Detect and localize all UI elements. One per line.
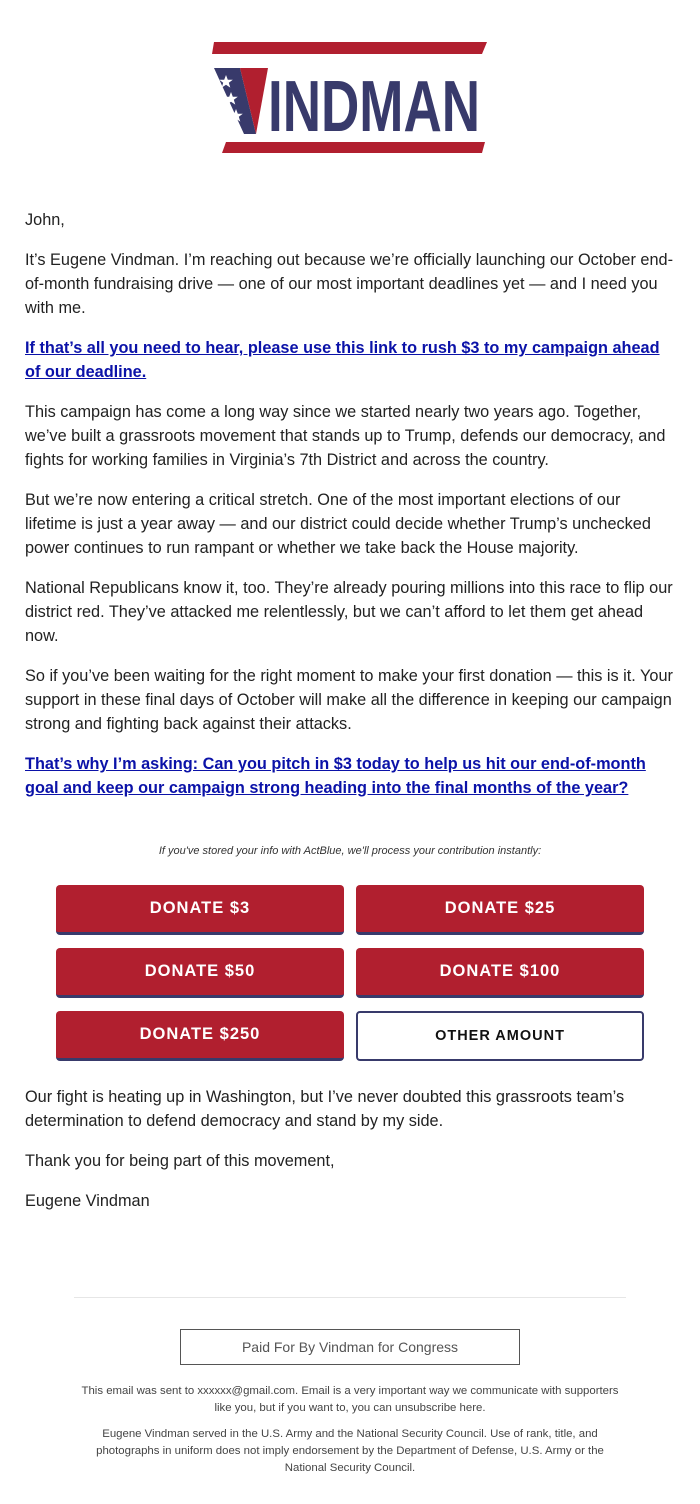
paid-for-box: Paid For By Vindman for Congress xyxy=(180,1329,520,1365)
donate-3-button[interactable]: DONATE $3 xyxy=(56,885,344,935)
donate-25-button[interactable]: DONATE $25 xyxy=(356,885,644,935)
paragraph-stretch: But we’re now entering a critical stretch. One of the most important elections of our lifetime is just a year away — and our district could decide whether Trump’s unchecked power continues to run rampant or whether we take back the House majority. xyxy=(25,491,651,557)
thank-you-line: Thank you for being part of this movement, xyxy=(25,1152,335,1170)
paragraph-republicans: National Republicans know it, too. They’re already pouring millions into this race to flip our district red. They’ve attacked me relentlessly, but we can’t afford to let them get ahead now. xyxy=(25,579,673,645)
donate-250-button[interactable]: DONATE $250 xyxy=(56,1011,344,1061)
email-body xyxy=(25,208,675,816)
footer xyxy=(74,1383,626,1486)
greeting: John, xyxy=(25,211,65,229)
footer-divider xyxy=(74,1297,626,1298)
paragraph-history: This campaign has come a long way since we started nearly two years ago. Together, we’ve built a grassroots movement that stands up to Trump, defends our democracy, and fights for working families in Virginia’s 7th District and across the country. xyxy=(25,403,666,469)
footer-disclaimer: Eugene Vindman served in the U.S. Army and the National Security Council. Use of rank, title, and photographs in uniform does not imply endorsement by the Department of Defense, U.S. Army or the National Security Council. xyxy=(96,1428,604,1474)
signature: Eugene Vindman xyxy=(25,1192,150,1210)
paragraph-closing: Our fight is heating up in Washington, but I’ve never doubted this grassroots team’s determination to defend democracy and stand by my side. xyxy=(25,1088,625,1130)
paragraph-intro: It’s Eugene Vindman. I’m reaching out because we’re officially launching our October end-of-month fundraising drive — one of our most important deadlines yet — and I need you with me. xyxy=(25,251,674,317)
paragraph-first-donation: So if you’ve been waiting for the right moment to make your first donation — this is it. Your support in these final days of October will make all the difference in keeping our campaign strong and fighting back against their attacks. xyxy=(25,667,673,733)
closing-section xyxy=(25,1085,675,1229)
donate-100-button[interactable]: DONATE $100 xyxy=(356,948,644,998)
donate-50-button[interactable]: DONATE $50 xyxy=(56,948,344,998)
donate-link-rush[interactable]: If that’s all you need to hear, please use this link to rush $3 to my campaign ahead of our deadline. xyxy=(25,339,660,381)
footer-sent-to: This email was sent to xxxxxx@gmail.com. Email is a very important way we communicate with supporters like you, but if you want to, you can unsubscribe here. xyxy=(81,1385,619,1414)
vindman-logo xyxy=(212,42,487,154)
logo-wordmark: INDMAN xyxy=(268,67,480,147)
donate-link-pitch-in[interactable]: That’s why I’m asking: Can you pitch in $3 today to help us hit our end-of-month goal and keep our campaign strong heading into the final months of the year? xyxy=(25,755,646,797)
actblue-note: If you've stored your info with ActBlue, we'll process your contribution instantly: xyxy=(158,845,542,857)
other-amount-button[interactable]: OTHER AMOUNT xyxy=(356,1011,644,1061)
logo-top-stripe xyxy=(212,42,487,54)
